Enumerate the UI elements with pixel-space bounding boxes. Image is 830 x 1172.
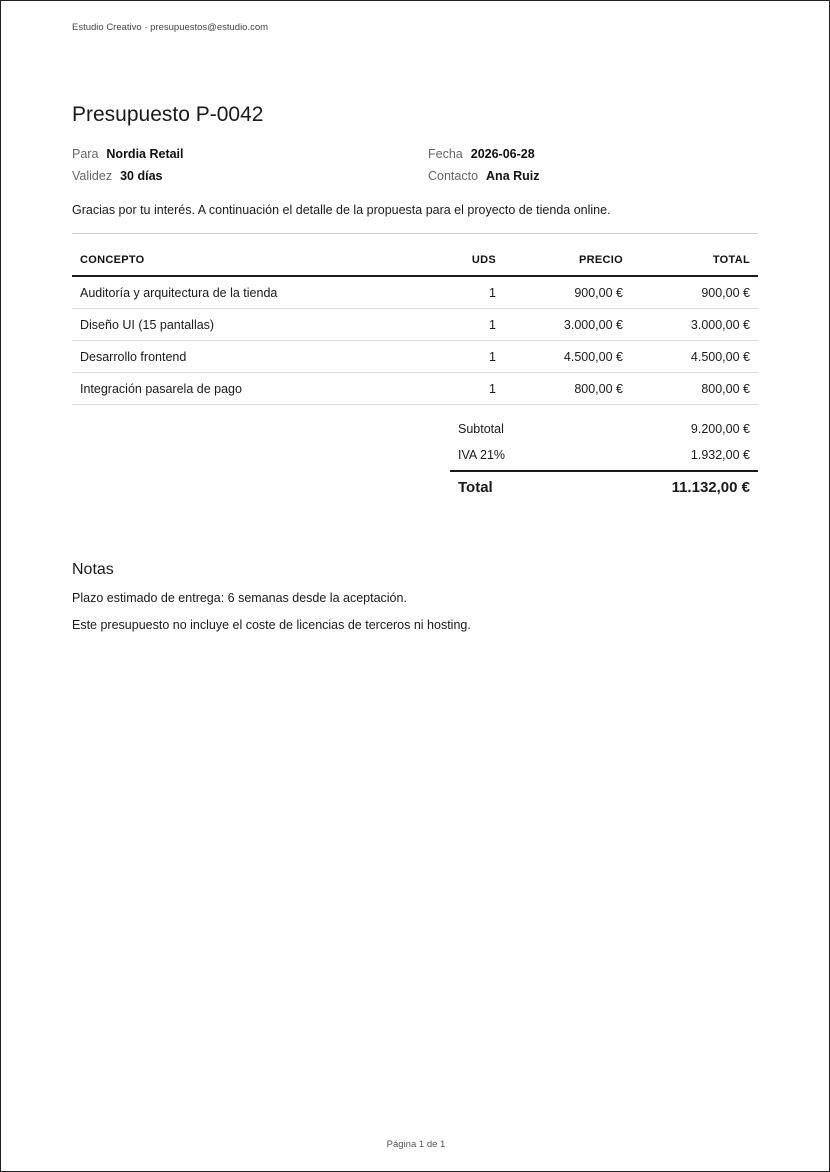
meta-para-value: Nordia Retail <box>106 147 184 161</box>
meta-fecha-value: 2026-06-28 <box>470 147 535 161</box>
header-total: TOTAL <box>631 244 758 276</box>
subtotal-label: Subtotal <box>458 422 504 436</box>
divider <box>72 233 758 234</box>
table-row <box>72 309 758 341</box>
iva-row <box>450 442 758 468</box>
cell-total: 3.000,00 € <box>631 309 758 341</box>
iva-value: 1.932,00 € <box>690 448 750 462</box>
cell-concepto: Auditoría y arquitectura de la tienda <box>72 276 418 309</box>
cell-uds: 1 <box>418 373 504 405</box>
subtotal-row <box>450 416 758 442</box>
meta-fecha-label: Fecha <box>428 147 463 161</box>
table-header-row <box>72 244 758 276</box>
meta-fecha <box>428 147 535 161</box>
header-uds: UDS <box>418 244 504 276</box>
totals-block <box>450 416 758 502</box>
cell-concepto: Diseño UI (15 pantallas) <box>72 309 418 341</box>
page-title: Presupuesto P-0042 <box>72 103 264 126</box>
iva-label: IVA 21% <box>458 448 506 462</box>
note-item: Este presupuesto no incluye el coste de licencias de terceros ni hosting. <box>72 618 471 632</box>
table-row <box>72 276 758 309</box>
meta-contacto-label: Contacto <box>428 169 479 183</box>
cell-total: 4.500,00 € <box>631 341 758 373</box>
cell-uds: 1 <box>418 309 504 341</box>
table-row <box>72 373 758 405</box>
notes-title: Notas <box>72 561 114 578</box>
meta-para-label: Para <box>72 147 99 161</box>
cell-concepto: Integración pasarela de pago <box>72 373 418 405</box>
grand-total-label: Total <box>458 478 493 496</box>
meta-contacto-value: Ana Ruiz <box>486 169 540 183</box>
meta-validez-label: Validez <box>72 169 113 183</box>
items-table <box>72 244 758 405</box>
intro-text: Gracias por tu interés. A continuación el detalle de la propuesta para el proyecto de tienda online. <box>72 203 611 217</box>
note-item: Plazo estimado de entrega: 6 semanas desde la aceptación. <box>72 591 407 605</box>
subtotal-value: 9.200,00 € <box>690 422 750 436</box>
grand-total-value: 11.132,00 € <box>671 478 750 496</box>
cell-uds: 1 <box>418 276 504 309</box>
meta-para <box>72 147 184 161</box>
meta-validez-value: 30 días <box>120 169 163 183</box>
cell-total: 900,00 € <box>631 276 758 309</box>
header-precio: PRECIO <box>504 244 631 276</box>
grand-total-row <box>450 470 758 502</box>
company-header: Estudio Creativo · presupuestos@estudio.com <box>72 22 269 33</box>
page-number: Página 1 de 1 <box>386 1139 446 1150</box>
cell-precio: 4.500,00 € <box>504 341 631 373</box>
cell-precio: 3.000,00 € <box>504 309 631 341</box>
cell-precio: 900,00 € <box>504 276 631 309</box>
cell-total: 800,00 € <box>631 373 758 405</box>
table-row <box>72 341 758 373</box>
cell-precio: 800,00 € <box>504 373 631 405</box>
meta-validez <box>72 169 162 183</box>
cell-uds: 1 <box>418 341 504 373</box>
cell-concepto: Desarrollo frontend <box>72 341 418 373</box>
meta-contacto <box>428 169 540 183</box>
header-concepto: CONCEPTO <box>72 244 418 276</box>
